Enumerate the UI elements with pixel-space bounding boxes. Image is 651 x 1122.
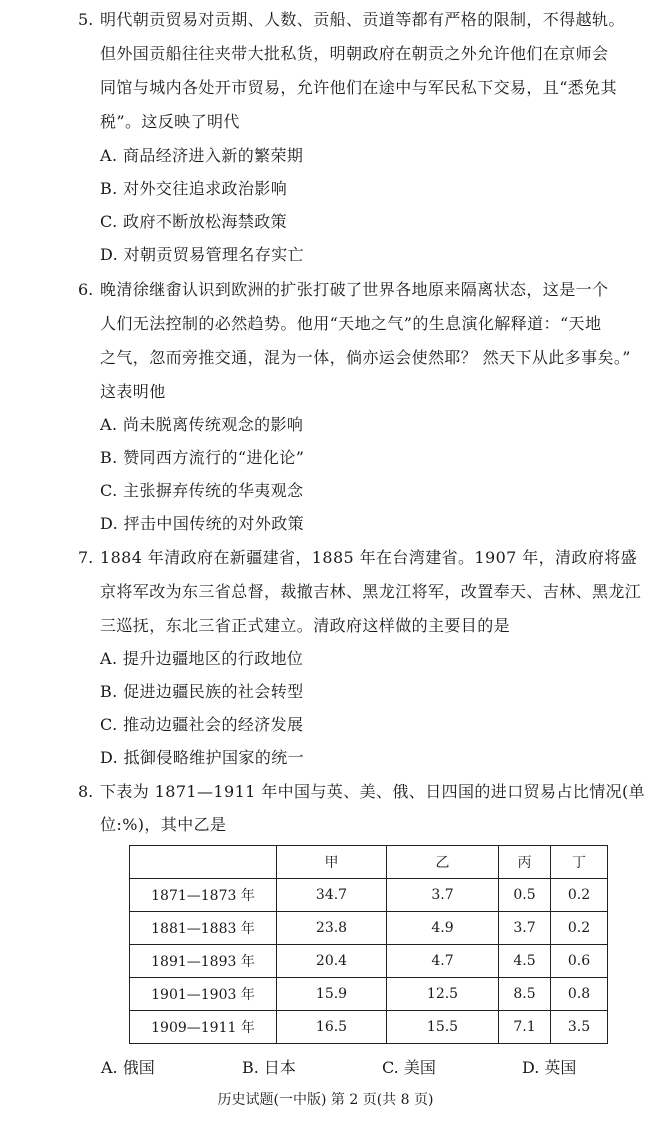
table-cell: 4.7 [387,945,499,978]
table-cell: 1881—1883 年 [130,912,277,945]
q5-line-1: 明代朝贡贸易对贡期、人数、贡船、贡道等都有严格的限制，不得越轨。 [100,10,625,29]
table-cell: 16.5 [277,1011,387,1044]
trade-share-table [129,845,608,1044]
q6-line-3: 之气，忽而旁推交通，混为一体，倘亦运会使然耶？ 然天下从此多事矣。” [100,348,631,367]
table-cell: 1891—1893 年 [130,945,277,978]
q5-option-a: A. 商品经济进入新的繁荣期 [100,146,304,165]
table-row [130,945,608,978]
q6-option-a: A. 尚未脱离传统观念的影响 [100,415,304,434]
q7-number: 7. [78,548,94,567]
table-cell: 3.7 [387,879,499,912]
table-cell: 1871—1873 年 [130,879,277,912]
q6-line-2: 人们无法控制的必然趋势。他用“天地之气”的生息演化解释道：“天地 [100,314,602,333]
q5-line-2: 但外国贡船往往夹带大批私货，明朝政府在朝贡之外允许他们在京师会 [100,44,609,63]
table-header-row [130,846,608,879]
table-cell: 1909—1911 年 [130,1011,277,1044]
q6-number: 6. [78,280,94,299]
table-cell: 3.7 [499,912,551,945]
table-cell: 1901—1903 年 [130,978,277,1011]
q8-option-d: D. 英国 [522,1058,577,1077]
table-cell: 7.1 [499,1011,551,1044]
table-header-cell: 甲 [277,846,387,879]
table-header-cell: 乙 [387,846,499,879]
q8-line-1: 下表为 1871—1911 年中国与英、美、俄、日四国的进口贸易占比情况(单 [100,782,646,801]
q5-option-d: D. 对朝贡贸易管理名存实亡 [100,245,305,264]
q7-option-a: A. 提升边疆地区的行政地位 [100,649,304,668]
table-cell: 0.5 [499,879,551,912]
q7-line-1: 1884 年清政府在新疆建省，1885 年在台湾建省。1907 年，清政府将盛 [100,548,638,567]
q8-option-a: A. 俄国 [101,1058,155,1077]
q7-option-b: B. 促进边疆民族的社会转型 [100,682,304,701]
q6-option-b: B. 赞同西方流行的“进化论” [100,448,305,467]
table-cell: 3.5 [551,1011,608,1044]
table-row [130,978,608,1011]
q8-number: 8. [78,782,94,801]
table-header-cell: 丙 [499,846,551,879]
table-cell: 0.2 [551,879,608,912]
page-footer: 历史试题(一中版) 第 2 页(共 8 页) [217,1092,434,1108]
table-cell: 0.2 [551,912,608,945]
q5-line-3: 同馆与城内各处开市贸易，允许他们在途中与军民私下交易，且“悉免其 [100,78,617,97]
table-cell: 8.5 [499,978,551,1011]
q7-option-c: C. 推动边疆社会的经济发展 [100,715,304,734]
table-header-cell [130,846,277,879]
table-cell: 15.9 [277,978,387,1011]
table-cell: 34.7 [277,879,387,912]
q5-number: 5. [78,10,94,29]
table-cell: 12.5 [387,978,499,1011]
q6-option-c: C. 主张摒弃传统的华夷观念 [100,481,304,500]
table-cell: 0.8 [551,978,608,1011]
table-cell: 15.5 [387,1011,499,1044]
q6-line-1: 晚清徐继畬认识到欧洲的扩张打破了世界各地原来隔离状态，这是一个 [100,280,609,299]
q5-option-b: B. 对外交往追求政治影响 [100,179,288,198]
q8-option-b: B. 日本 [242,1058,296,1077]
q7-option-d: D. 抵御侵略维护国家的统一 [100,748,305,767]
q7-line-2: 京将军改为东三省总督，裁撤吉林、黑龙江将军，改置奉天、吉林、黑龙江 [100,582,642,601]
table-cell: 23.8 [277,912,387,945]
table-row [130,879,608,912]
q6-option-d: D. 抨击中国传统的对外政策 [100,514,305,533]
table-row [130,912,608,945]
q7-line-3: 三巡抚，东北三省正式建立。清政府这样做的主要目的是 [100,616,511,635]
q5-option-c: C. 政府不断放松海禁政策 [100,212,288,231]
table-cell: 4.9 [387,912,499,945]
q8-option-c: C. 美国 [382,1058,436,1077]
table-header-cell: 丁 [551,846,608,879]
q8-line-2: 位:%)，其中乙是 [100,815,227,834]
q6-line-4: 这表明他 [100,382,166,401]
table-row [130,1011,608,1044]
table-cell: 20.4 [277,945,387,978]
table-cell: 0.6 [551,945,608,978]
q5-line-4: 税”。这反映了明代 [100,112,240,131]
table-cell: 4.5 [499,945,551,978]
